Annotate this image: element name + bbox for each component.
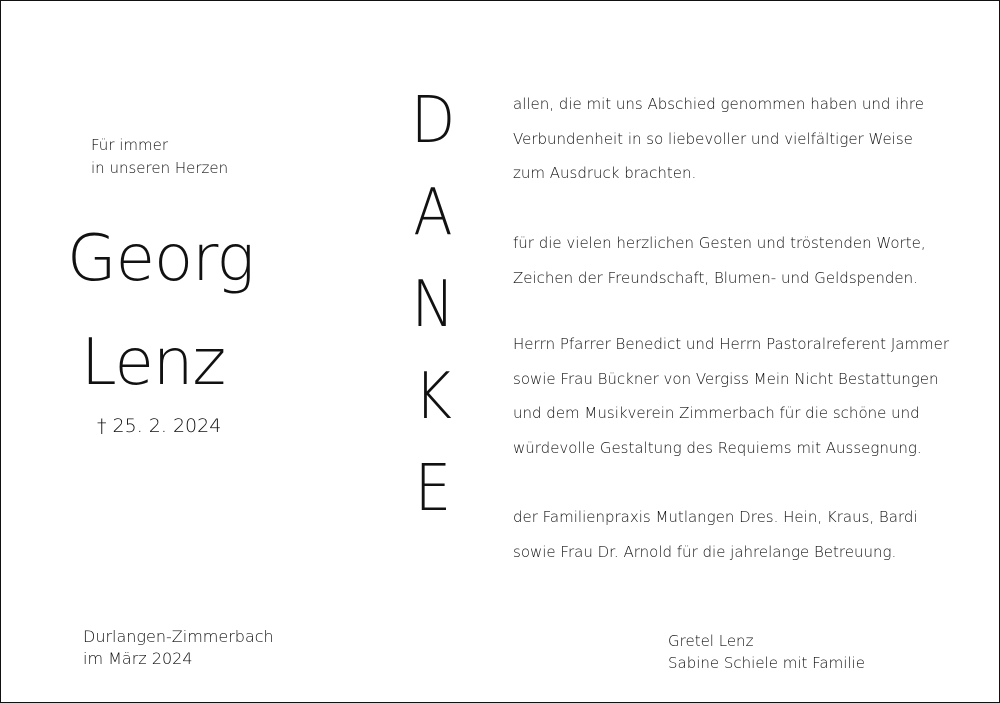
death-date: † 25. 2. 2024 xyxy=(97,415,222,437)
deceased-last-name: Lenz xyxy=(81,326,226,400)
text-line: würdevolle Gestaltung des Requiems mit Aussegnung. xyxy=(513,438,922,457)
danke-letter: N xyxy=(411,268,455,342)
text-line: und dem Musikverein Zimmerbach für die schöne und xyxy=(513,404,920,422)
motto-line: Für immer xyxy=(91,136,169,154)
signer: Sabine Schiele mit Familie xyxy=(668,654,865,672)
thanks-paragraph-3 xyxy=(513,327,949,465)
thanks-paragraph-1 xyxy=(513,87,924,191)
text-line: sowie Frau Bückner von Vergiss Mein Nicht Bestattungen xyxy=(513,369,939,388)
motto-line: in unseren Herzen xyxy=(91,159,229,177)
deceased-first-name: Georg xyxy=(67,222,254,296)
place-date xyxy=(83,626,274,670)
motto xyxy=(91,134,228,180)
danke-letter: E xyxy=(414,452,452,526)
date: im März 2024 xyxy=(83,649,193,668)
text-line: der Familienpraxis Mutlangen Dres. Hein, Kraus, Bardi xyxy=(513,508,918,526)
text-line: zum Ausdruck brachten. xyxy=(513,164,697,182)
thanks-paragraph-4 xyxy=(513,500,918,569)
danke-letter: A xyxy=(413,176,453,250)
danke-letter: K xyxy=(414,360,452,434)
danke-vertical xyxy=(403,84,463,549)
thanks-paragraph-2 xyxy=(513,226,926,295)
text-line: Herrn Pfarrer Benedict und Herrn Pastoralreferent Jammer xyxy=(513,335,950,353)
text-line: allen, die mit uns Abschied genommen haben und ihre xyxy=(513,95,924,113)
text-line: für die vielen herzlichen Gesten und tröstenden Worte, xyxy=(513,234,926,252)
text-line: Zeichen der Freundschaft, Blumen- und Geldspenden. xyxy=(513,268,918,287)
danke-letter: D xyxy=(410,84,456,158)
text-line: Verbundenheit in so liebevoller und vielfältiger Weise xyxy=(513,129,913,148)
text-line: sowie Frau Dr. Arnold für die jahrelange Betreuung. xyxy=(513,542,897,561)
place: Durlangen-Zimmerbach xyxy=(83,627,274,646)
signers xyxy=(668,630,865,674)
signer: Gretel Lenz xyxy=(668,632,754,650)
